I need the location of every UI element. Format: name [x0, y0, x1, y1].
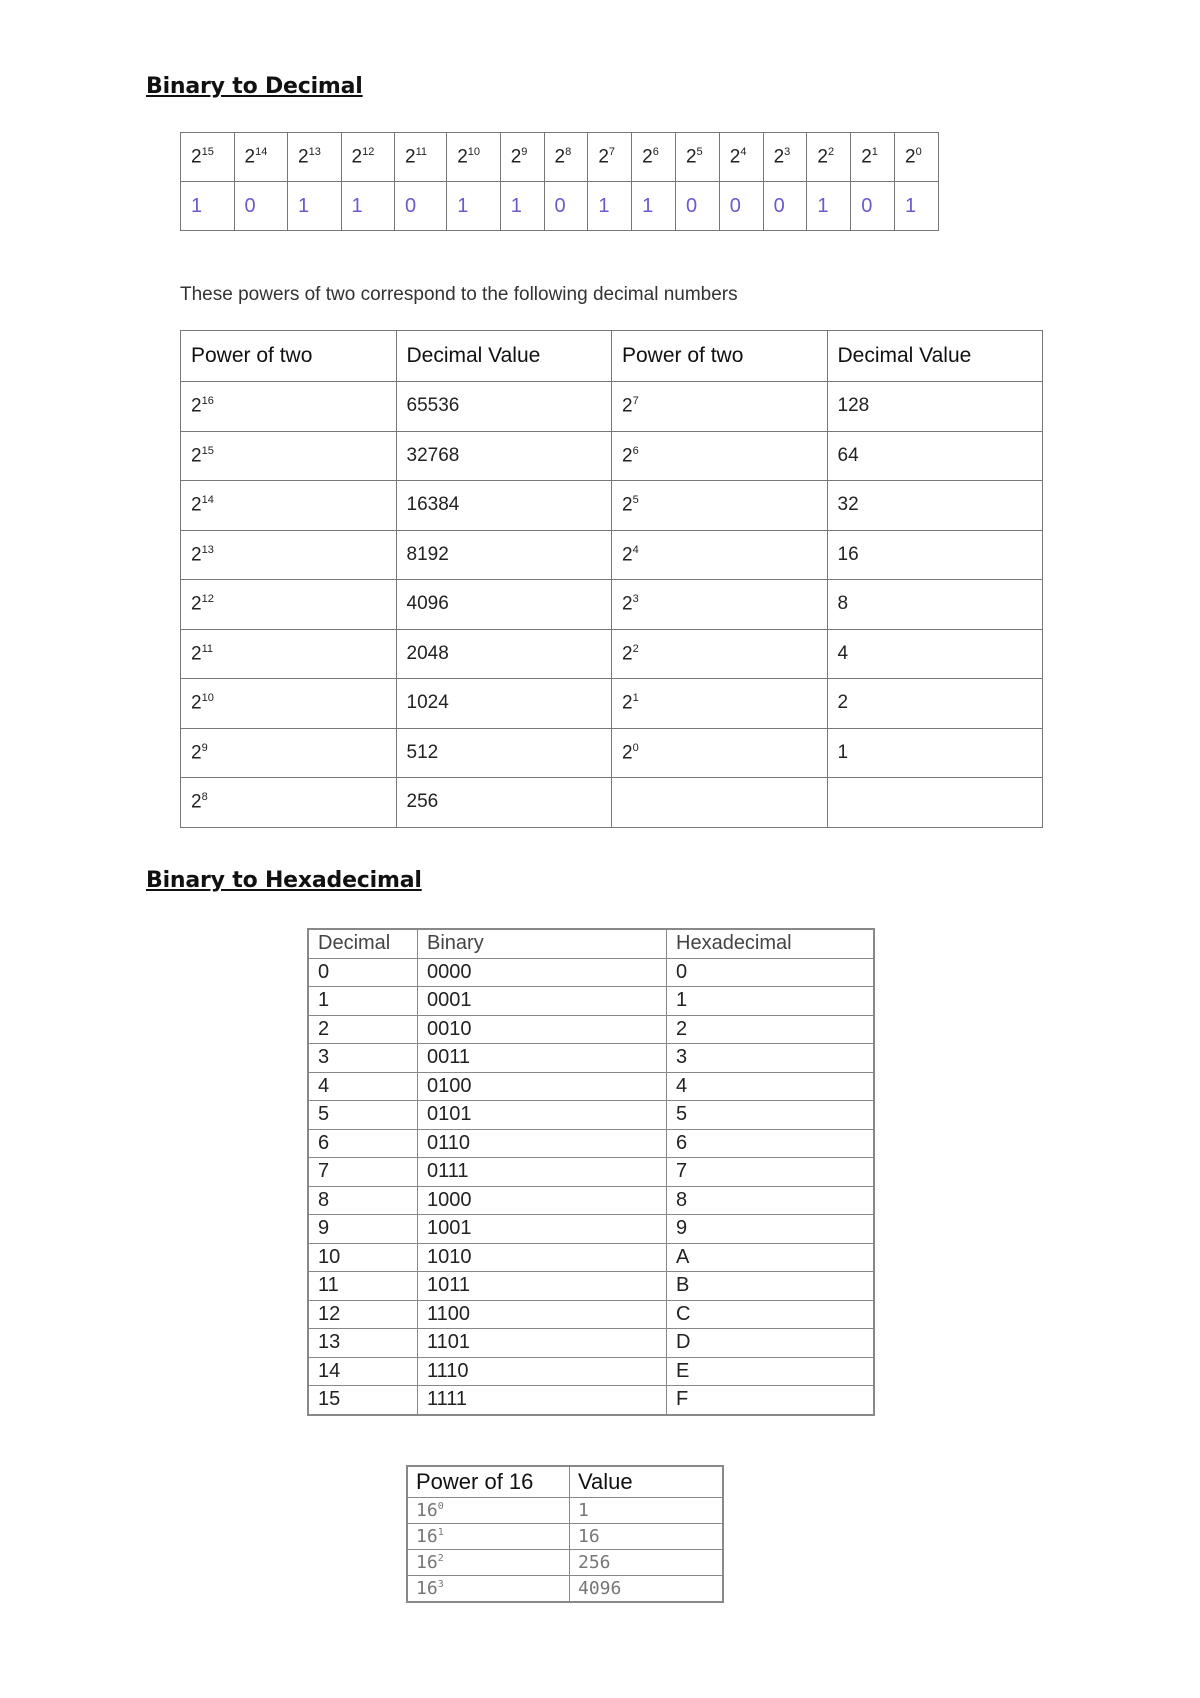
- power-cell: [288, 133, 342, 182]
- power-exponent: 1: [871, 145, 878, 158]
- power-exponent: 15: [201, 145, 214, 158]
- power-exponent: 8: [565, 145, 572, 158]
- power-exponent: 1: [632, 692, 639, 705]
- power-cell: [181, 679, 397, 729]
- power-cell: [407, 1576, 570, 1603]
- hex-cell: B: [667, 1272, 875, 1301]
- power-cell: [181, 530, 397, 580]
- power-exponent: 13: [201, 543, 214, 556]
- power-exponent: 6: [652, 145, 659, 158]
- table-row: [308, 1329, 874, 1358]
- bit-cell: 0: [763, 182, 807, 231]
- power-cell: [407, 1550, 570, 1576]
- power-base: 2: [685, 146, 697, 168]
- power-cell: [612, 728, 828, 778]
- power-base: 2: [622, 692, 633, 714]
- bit-cell: 0: [851, 182, 895, 231]
- hex-cell: A: [667, 1243, 875, 1272]
- power-base: 2: [598, 146, 609, 168]
- bits-row: [181, 182, 939, 231]
- power-exponent: 14: [255, 145, 268, 158]
- power-base: 2: [191, 395, 202, 417]
- power-cell: [181, 728, 397, 778]
- header-cell: Power of 16: [407, 1466, 570, 1498]
- table-row: [308, 958, 874, 987]
- power-cell: [544, 133, 588, 182]
- table-row: [181, 481, 1043, 531]
- power-cell: [675, 133, 719, 182]
- power-cell: [612, 382, 828, 432]
- table-row: [181, 728, 1043, 778]
- hex-cell: E: [667, 1357, 875, 1386]
- binary-cell: 0111: [418, 1158, 667, 1187]
- power-cell: [612, 778, 828, 828]
- binary-cell: 0000: [418, 958, 667, 987]
- table-row: [181, 629, 1043, 679]
- decimal-cell: 12: [308, 1300, 418, 1329]
- table-row: [407, 1524, 723, 1550]
- power-cell: [612, 679, 828, 729]
- table-row: [308, 1101, 874, 1130]
- power-base: 2: [191, 146, 202, 168]
- hex-cell: 6: [667, 1129, 875, 1158]
- bit-cell: 0: [395, 182, 447, 231]
- table-row: [308, 1215, 874, 1244]
- power-exponent: 2: [437, 1553, 444, 1564]
- table-row: [181, 580, 1043, 630]
- power-cell: [234, 133, 288, 182]
- power-base: 2: [773, 146, 785, 168]
- header-cell: Power of two: [612, 331, 828, 382]
- decimal-cell: 65536: [396, 382, 612, 432]
- decimal-cell: 14: [308, 1357, 418, 1386]
- bit-cell: 0: [675, 182, 719, 231]
- table-row: [181, 431, 1043, 481]
- binary-cell: 1101: [418, 1329, 667, 1358]
- decimal-cell: 10: [308, 1243, 418, 1272]
- power-cell: [612, 580, 828, 630]
- power-cell: [588, 133, 632, 182]
- decimal-cell: 2: [308, 1015, 418, 1044]
- power-base: 2: [244, 146, 256, 168]
- binary-cell: 1001: [418, 1215, 667, 1244]
- power-base: 2: [351, 146, 363, 168]
- power-base: 2: [191, 494, 202, 516]
- power-cell: [807, 133, 851, 182]
- power-base: 16: [416, 1526, 438, 1547]
- decimal-cell: 3: [308, 1044, 418, 1073]
- value-cell: 16: [570, 1524, 724, 1550]
- power-exponent: 10: [467, 145, 481, 158]
- power-cell: [181, 481, 397, 531]
- power-base: 2: [729, 146, 741, 168]
- bit-cell: 0: [719, 182, 763, 231]
- power-base: 2: [642, 146, 653, 168]
- power-exponent: 12: [201, 593, 214, 606]
- bit-cell: 1: [588, 182, 632, 231]
- power-exponent: 2: [827, 145, 835, 158]
- table-row: [308, 1072, 874, 1101]
- binary-positions-table: [180, 132, 939, 231]
- header-cell: Value: [570, 1466, 724, 1498]
- decimal-cell: 6: [308, 1129, 418, 1158]
- power-exponent: 3: [632, 593, 639, 606]
- power-base: 2: [622, 444, 633, 466]
- powers-table-header: [181, 331, 1043, 382]
- header-cell: Hexadecimal: [667, 929, 875, 958]
- hex-cell: 7: [667, 1158, 875, 1187]
- table-row: [308, 1243, 874, 1272]
- power-base: 2: [405, 146, 416, 168]
- decimal-cell: 15: [308, 1386, 418, 1415]
- table-row: [308, 1357, 874, 1386]
- power-exponent: 4: [740, 145, 747, 158]
- decimal-cell: 2048: [396, 629, 612, 679]
- power-base: 16: [416, 1552, 438, 1573]
- header-cell: Decimal Value: [827, 331, 1043, 382]
- decimal-cell: 8192: [396, 530, 612, 580]
- power-of-16-table: [406, 1465, 724, 1603]
- table-row: [308, 1015, 874, 1044]
- power-cell: [612, 481, 828, 531]
- decimal-cell: 32768: [396, 431, 612, 481]
- hex-cell: 3: [667, 1044, 875, 1073]
- decimal-cell: 5: [308, 1101, 418, 1130]
- power-base: 2: [554, 146, 566, 168]
- power16-table-header: [407, 1466, 723, 1498]
- hex-cell: 0: [667, 958, 875, 987]
- power-exponent: 14: [201, 494, 214, 507]
- power-base: 2: [191, 543, 202, 565]
- table-row: [308, 987, 874, 1016]
- power-cell: [763, 133, 807, 182]
- power-cell: [719, 133, 763, 182]
- decimal-cell: 2: [827, 679, 1043, 729]
- value-cell: 4096: [570, 1576, 724, 1603]
- bit-cell: 1: [632, 182, 676, 231]
- power-cell: [851, 133, 895, 182]
- table-row: [181, 382, 1043, 432]
- decimal-cell: [827, 778, 1043, 828]
- power-exponent: 3: [437, 1579, 444, 1590]
- table-row: [407, 1550, 723, 1576]
- decimal-cell: 4096: [396, 580, 612, 630]
- table-row: [308, 1044, 874, 1073]
- table-row: [308, 1186, 874, 1215]
- power-cell: [407, 1498, 570, 1524]
- decimal-cell: 32: [827, 481, 1043, 531]
- power-exponent: 8: [201, 791, 208, 804]
- decimal-cell: 9: [308, 1215, 418, 1244]
- power-exponent: 12: [362, 145, 375, 158]
- power-exponent: 10: [201, 692, 214, 705]
- decimal-cell: 256: [396, 778, 612, 828]
- hex-cell: F: [667, 1386, 875, 1415]
- decimal-cell: 64: [827, 431, 1043, 481]
- power-cell: [632, 133, 676, 182]
- decimal-cell: 7: [308, 1158, 418, 1187]
- power-base: 2: [191, 791, 202, 813]
- table-row: [407, 1576, 723, 1603]
- header-cell: Decimal Value: [396, 331, 612, 382]
- binary-cell: 0100: [418, 1072, 667, 1101]
- power-base: 2: [622, 741, 633, 763]
- power-cell: [181, 431, 397, 481]
- power-cell: [181, 382, 397, 432]
- table-row: [181, 679, 1043, 729]
- power-base: 2: [191, 593, 202, 615]
- binary-cell: 1000: [418, 1186, 667, 1215]
- table-row: [308, 1158, 874, 1187]
- powers-row: [181, 133, 939, 182]
- power-exponent: 0: [632, 741, 639, 754]
- decimal-cell: 16: [827, 530, 1043, 580]
- power-exponent: 16: [201, 395, 214, 408]
- table-row: [407, 1498, 723, 1524]
- power-base: 2: [457, 146, 468, 168]
- power-exponent: 5: [696, 145, 703, 158]
- heading-binary-to-hex: Binary to Hexadecimal: [146, 868, 422, 893]
- power-cell: [395, 133, 447, 182]
- bit-cell: 1: [895, 182, 939, 231]
- power-exponent: 7: [608, 145, 616, 158]
- power-base: 2: [622, 543, 633, 565]
- table-row: [308, 1386, 874, 1415]
- power-base: 2: [622, 642, 633, 664]
- power-cell: [895, 133, 939, 182]
- bit-cell: 1: [181, 182, 235, 231]
- power-exponent: 2: [632, 642, 639, 655]
- bit-cell: 0: [234, 182, 288, 231]
- hex-cell: 2: [667, 1015, 875, 1044]
- power-exponent: 0: [915, 145, 922, 158]
- power-exponent: 0: [437, 1501, 444, 1512]
- power-cell: [181, 629, 397, 679]
- bit-cell: 1: [500, 182, 544, 231]
- powers-of-two-table: [180, 330, 1043, 828]
- heading-binary-to-decimal: Binary to Decimal: [146, 74, 363, 99]
- decimal-cell: 13: [308, 1329, 418, 1358]
- header-cell: Power of two: [181, 331, 397, 382]
- power-base: 2: [622, 593, 633, 615]
- value-cell: 1: [570, 1498, 724, 1524]
- hex-cell: C: [667, 1300, 875, 1329]
- decimal-cell: 1: [827, 728, 1043, 778]
- binary-cell: 0010: [418, 1015, 667, 1044]
- power-base: 2: [861, 146, 872, 168]
- binary-cell: 0001: [418, 987, 667, 1016]
- power-base: 2: [510, 146, 522, 168]
- power-exponent: 1: [437, 1527, 444, 1538]
- power-exponent: 15: [201, 444, 214, 457]
- power-base: 2: [622, 494, 633, 516]
- binary-cell: 1011: [418, 1272, 667, 1301]
- hex-table-header: [308, 929, 874, 958]
- bit-cell: 1: [807, 182, 851, 231]
- decimal-cell: 512: [396, 728, 612, 778]
- decimal-cell: 8: [308, 1186, 418, 1215]
- table-row: [181, 778, 1043, 828]
- hex-cell: 9: [667, 1215, 875, 1244]
- powers-caption: These powers of two correspond to the following decimal numbers: [180, 284, 738, 305]
- power-cell: [407, 1524, 570, 1550]
- decimal-cell: 4: [308, 1072, 418, 1101]
- table-row: [308, 1300, 874, 1329]
- power-exponent: 11: [201, 642, 213, 655]
- power-exponent: 11: [415, 145, 427, 158]
- decimal-cell: 4: [827, 629, 1043, 679]
- decimal-cell: 128: [827, 382, 1043, 432]
- bit-cell: 1: [447, 182, 501, 231]
- binary-cell: 0011: [418, 1044, 667, 1073]
- power-cell: [181, 580, 397, 630]
- header-cell: Binary: [418, 929, 667, 958]
- power-base: 16: [416, 1578, 438, 1599]
- power-cell: [500, 133, 544, 182]
- power-cell: [612, 530, 828, 580]
- power-base: 2: [191, 642, 202, 664]
- power-cell: [612, 629, 828, 679]
- power-cell: [181, 133, 235, 182]
- bit-cell: 0: [544, 182, 588, 231]
- decimal-cell: 16384: [396, 481, 612, 531]
- power-cell: [612, 431, 828, 481]
- table-row: [308, 1272, 874, 1301]
- binary-cell: 1100: [418, 1300, 667, 1329]
- decimal-cell: 8: [827, 580, 1043, 630]
- power-base: 2: [298, 146, 309, 168]
- power-exponent: 7: [632, 395, 639, 408]
- bit-cell: 1: [341, 182, 395, 231]
- power-exponent: 6: [632, 444, 639, 457]
- table-row: [308, 1129, 874, 1158]
- decimal-cell: 11: [308, 1272, 418, 1301]
- binary-cell: 1010: [418, 1243, 667, 1272]
- power-exponent: 9: [201, 741, 208, 754]
- hex-conversion-table: [307, 928, 875, 1416]
- table-row: [181, 530, 1043, 580]
- value-cell: 256: [570, 1550, 724, 1576]
- bit-cell: 1: [288, 182, 342, 231]
- header-cell: Decimal: [308, 929, 418, 958]
- power-exponent: 9: [521, 145, 528, 158]
- power-base: 2: [191, 692, 202, 714]
- power-base: 2: [191, 444, 202, 466]
- power-exponent: 5: [632, 494, 639, 507]
- power-base: 16: [416, 1500, 438, 1521]
- binary-cell: 0110: [418, 1129, 667, 1158]
- hex-cell: 1: [667, 987, 875, 1016]
- decimal-cell: 0: [308, 958, 418, 987]
- hex-cell: 5: [667, 1101, 875, 1130]
- hex-cell: 4: [667, 1072, 875, 1101]
- power-base: 2: [622, 395, 633, 417]
- power-cell: [341, 133, 395, 182]
- power-base: 2: [905, 146, 916, 168]
- power-cell: [181, 778, 397, 828]
- power-cell: [447, 133, 501, 182]
- power-base: 2: [191, 741, 202, 763]
- power-exponent: 4: [632, 543, 639, 556]
- power-base: 2: [817, 146, 828, 168]
- hex-cell: D: [667, 1329, 875, 1358]
- binary-cell: 0101: [418, 1101, 667, 1130]
- binary-cell: 1110: [418, 1357, 667, 1386]
- decimal-cell: 1: [308, 987, 418, 1016]
- power-exponent: 3: [784, 145, 791, 158]
- power-exponent: 13: [308, 145, 321, 158]
- binary-cell: 1111: [418, 1386, 667, 1415]
- decimal-cell: 1024: [396, 679, 612, 729]
- hex-cell: 8: [667, 1186, 875, 1215]
